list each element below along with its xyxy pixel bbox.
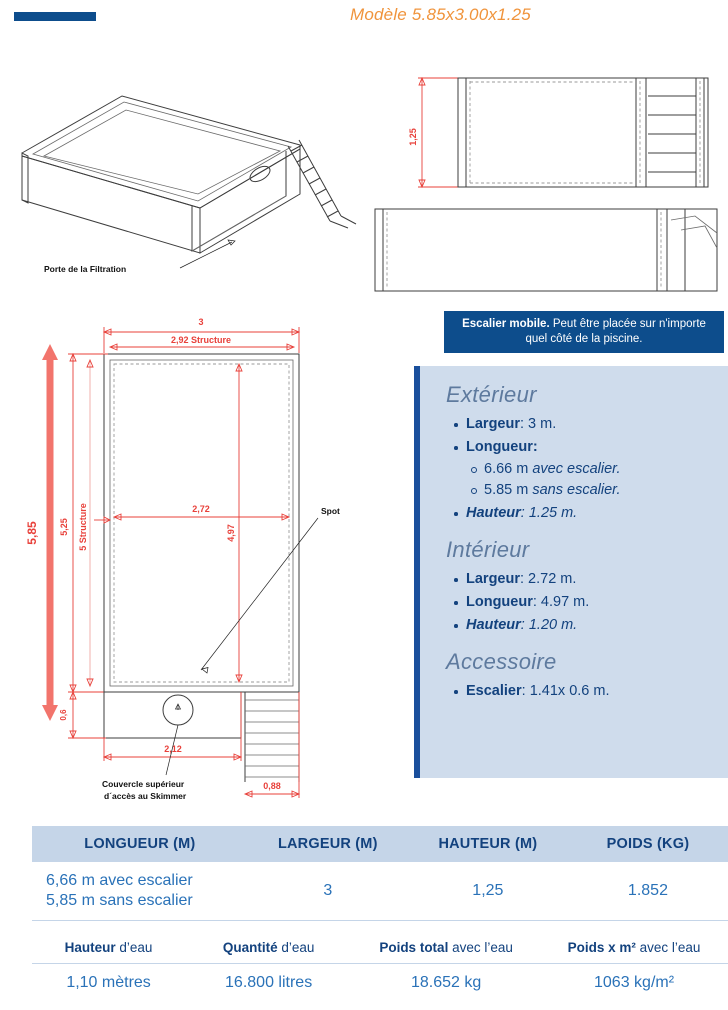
- interior-heading: Intérieur: [446, 537, 530, 562]
- th-hauteur-eau-bold: Hauteur: [64, 940, 116, 955]
- plan-total-length-dim: 5,85: [25, 521, 39, 545]
- td-longueur: [32, 862, 248, 921]
- interior-largeur-item: [450, 569, 718, 589]
- td-quantite-eau: 16.800 litres: [225, 974, 313, 991]
- interior-longueur-value: : 4.97 m.: [532, 594, 590, 610]
- interior-spec-list: [450, 569, 718, 635]
- plan-structure-width-dim: 2,92 Structure: [170, 335, 232, 345]
- interior-hauteur-item: [450, 615, 718, 635]
- td-poids-total: 18.652 kg: [410, 974, 482, 991]
- elevation-height-dim: 1,25: [408, 128, 418, 146]
- exterior-largeur-item: [450, 414, 718, 434]
- top-elevation-drawing: [365, 198, 728, 303]
- accessory-escalier-item: [450, 681, 718, 701]
- td-poids: 1.852: [568, 862, 728, 921]
- interior-longueur-key: Longueur: [466, 594, 533, 610]
- th-hauteur: HAUTEUR (M): [408, 826, 568, 862]
- exterior-hauteur-key: Hauteur: [466, 505, 521, 521]
- exterior-hauteur-item: [450, 503, 718, 523]
- accessory-spec-list: [450, 681, 718, 701]
- exterior-largeur-key: Largeur: [466, 416, 520, 432]
- exterior-longueur-item: [450, 437, 718, 500]
- plan-skimmer-depth-dim: 0,6: [59, 709, 68, 721]
- page-title: Modèle 5.85x3.00x1.25: [350, 5, 531, 24]
- exterior-hauteur-value: : 1.25 m.: [520, 505, 578, 521]
- dimensions-table: [32, 826, 728, 921]
- escalier-banner-text: Peut être placée sur n'importe quel côté de la piscine.: [525, 318, 706, 345]
- th-quantite-eau-bold: Quantité: [222, 940, 278, 955]
- accessory-escalier-value: : 1.41x 0.6 m.: [521, 683, 610, 699]
- plan-skimmer-width-dim: 2,12: [164, 744, 182, 754]
- exterior-heading: Extérieur: [446, 382, 537, 407]
- escalier-banner-bold: Escalier mobile.: [462, 318, 550, 330]
- water-table-header-row: [32, 932, 728, 964]
- th-poids-m2-bold: Poids x m²: [567, 940, 636, 955]
- plan-inner-length-dim: 4,97: [226, 524, 236, 542]
- th-poids-total: [352, 932, 540, 964]
- specifications-panel: [414, 366, 728, 778]
- td-hauteur-eau: 1,10 mètres: [66, 974, 151, 991]
- interior-largeur-key: Largeur: [466, 571, 520, 587]
- water-table-row: [32, 964, 728, 1003]
- plan-structure-length-dim-a: 5,25: [59, 518, 69, 536]
- exterior-longueur-sub2-value: 5.85 m: [484, 482, 533, 498]
- exterior-longueur-sub2-note: sans escalier.: [532, 482, 621, 498]
- td-hauteur: 1,25: [408, 862, 568, 921]
- exterior-largeur-value: : 3 m.: [520, 416, 557, 432]
- interior-hauteur-key: Hauteur: [466, 617, 521, 633]
- exterior-spec-list: [450, 414, 718, 523]
- skimmer-cover-label-line1: Couvercle supérieur: [102, 779, 185, 789]
- filtration-door-label: Porte de la Filtration: [44, 264, 127, 274]
- th-poids: POIDS (KG): [568, 826, 728, 862]
- td-largeur: 3: [248, 862, 408, 921]
- plan-structure-length-dim-b: 5 Structure: [78, 503, 88, 551]
- plan-view-drawing: [18, 305, 368, 810]
- interior-hauteur-value: : 1.20 m.: [520, 617, 578, 633]
- accessory-heading: Accessoire: [446, 649, 557, 674]
- exterior-longueur-avec-escalier: [466, 459, 718, 479]
- th-largeur: LARGEUR (M): [248, 826, 408, 862]
- exterior-longueur-key: Longueur:: [466, 439, 538, 455]
- th-poids-m2-rest: avec l’eau: [635, 940, 701, 955]
- brand-accent-bar: [14, 12, 96, 21]
- side-elevation-drawing: [390, 55, 728, 200]
- exterior-longueur-sub1-value: 6.66 m: [484, 461, 533, 477]
- th-poids-total-bold: Poids total: [379, 940, 449, 955]
- exterior-longueur-sublist: [466, 459, 718, 500]
- th-poids-m2: [540, 932, 728, 964]
- plan-outer-width-dim: 3: [198, 317, 204, 327]
- plan-inner-width-dim: 2,72: [192, 504, 210, 514]
- skimmer-cover-label-line2: d´accès au Skimmer: [104, 791, 187, 801]
- interior-largeur-value: : 2.72 m.: [520, 571, 577, 587]
- td-poids-m2: 1063 kg/m²: [594, 974, 675, 991]
- accessory-escalier-key: Escalier: [466, 683, 522, 699]
- plan-total-length-arrow: [42, 344, 58, 721]
- escalier-mobile-banner: [444, 311, 724, 353]
- td-longueur-line1: 6,66 m avec escalier: [46, 872, 193, 889]
- spot-label: Spot: [321, 506, 340, 516]
- th-quantite-eau: [185, 932, 352, 964]
- interior-longueur-item: [450, 592, 718, 612]
- th-quantite-eau-rest: d’eau: [277, 940, 315, 955]
- th-longueur: LONGUEUR (M): [32, 826, 248, 862]
- table-row: [32, 862, 728, 921]
- exterior-longueur-sub1-note: avec escalier.: [532, 461, 621, 477]
- exterior-longueur-sans-escalier: [466, 480, 718, 500]
- isometric-pool-drawing: [0, 48, 360, 288]
- plan-stair-width-dim: 0,88: [263, 781, 281, 791]
- th-poids-total-rest: avec l’eau: [448, 940, 513, 955]
- table-header-row: [32, 826, 728, 862]
- td-longueur-line2: 5,85 m sans escalier: [46, 892, 193, 909]
- th-hauteur-eau-rest: d’eau: [115, 940, 153, 955]
- water-specs-table: [32, 932, 728, 1002]
- th-hauteur-eau: [32, 932, 185, 964]
